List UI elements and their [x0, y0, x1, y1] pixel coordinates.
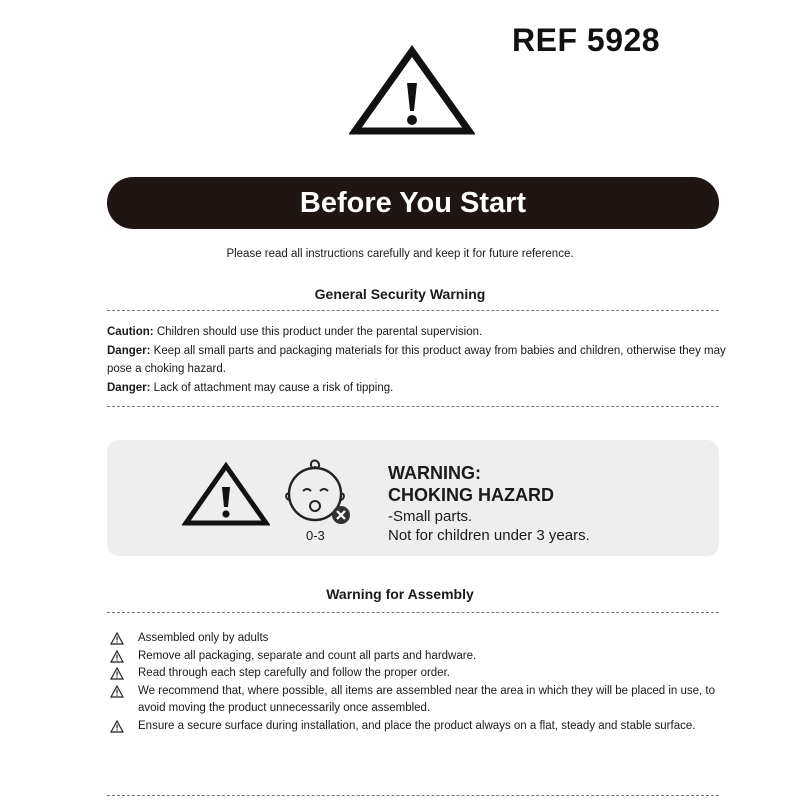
- divider: [107, 612, 719, 613]
- assembly-item: Read through each step carefully and follow the proper order.: [110, 665, 722, 683]
- assembly-item: We recommend that, where possible, all items are assembled near the area in which they will be placed in use, to avoid moving the product unnecessarily once assembled.: [110, 683, 722, 718]
- age-label: 0-3: [306, 528, 325, 543]
- security-item: Caution: Children should use this product under the parental supervision.: [107, 326, 483, 338]
- assembly-list: [110, 630, 722, 735]
- general-security-title: General Security Warning: [314, 286, 486, 302]
- assembly-item: Ensure a secure surface during installation, and place the product always on a flat, steady and stable surface.: [110, 718, 722, 736]
- warning-triangle-icon: [349, 45, 475, 137]
- assembly-item: Remove all packaging, separate and count all parts and hardware.: [110, 648, 722, 666]
- before-you-start-banner: Before You Start: [107, 177, 719, 229]
- general-security-list: [107, 323, 727, 397]
- warning-triangle-icon: [110, 667, 124, 680]
- choking-warning-subtext: -Small parts. Not for children under 3 years.: [388, 508, 590, 544]
- choking-warning-title: WARNING: CHOKING HAZARD: [388, 463, 554, 505]
- intro-text: Please read all instructions carefully and keep it for future reference.: [226, 248, 574, 260]
- ref-label: REF 5928: [512, 22, 661, 58]
- warning-triangle-icon: [110, 650, 124, 663]
- warning-triangle-icon: [110, 720, 124, 733]
- warning-triangle-icon: [110, 685, 124, 698]
- assembly-item: Assembled only by adults: [110, 630, 722, 648]
- security-item: Danger: Lack of attachment may cause a risk of tipping.: [107, 381, 394, 394]
- warning-triangle-icon: [110, 632, 124, 645]
- divider: [107, 795, 719, 796]
- security-item: Danger: Keep all small parts and packaging materials for this product away from babies and children, otherwise they may pose a choking hazard.: [107, 344, 726, 375]
- baby-choking-icon: [279, 456, 357, 528]
- divider: [107, 310, 719, 311]
- assembly-warning-title: Warning for Assembly: [326, 586, 474, 602]
- warning-triangle-icon: [182, 461, 270, 527]
- divider: [107, 406, 719, 407]
